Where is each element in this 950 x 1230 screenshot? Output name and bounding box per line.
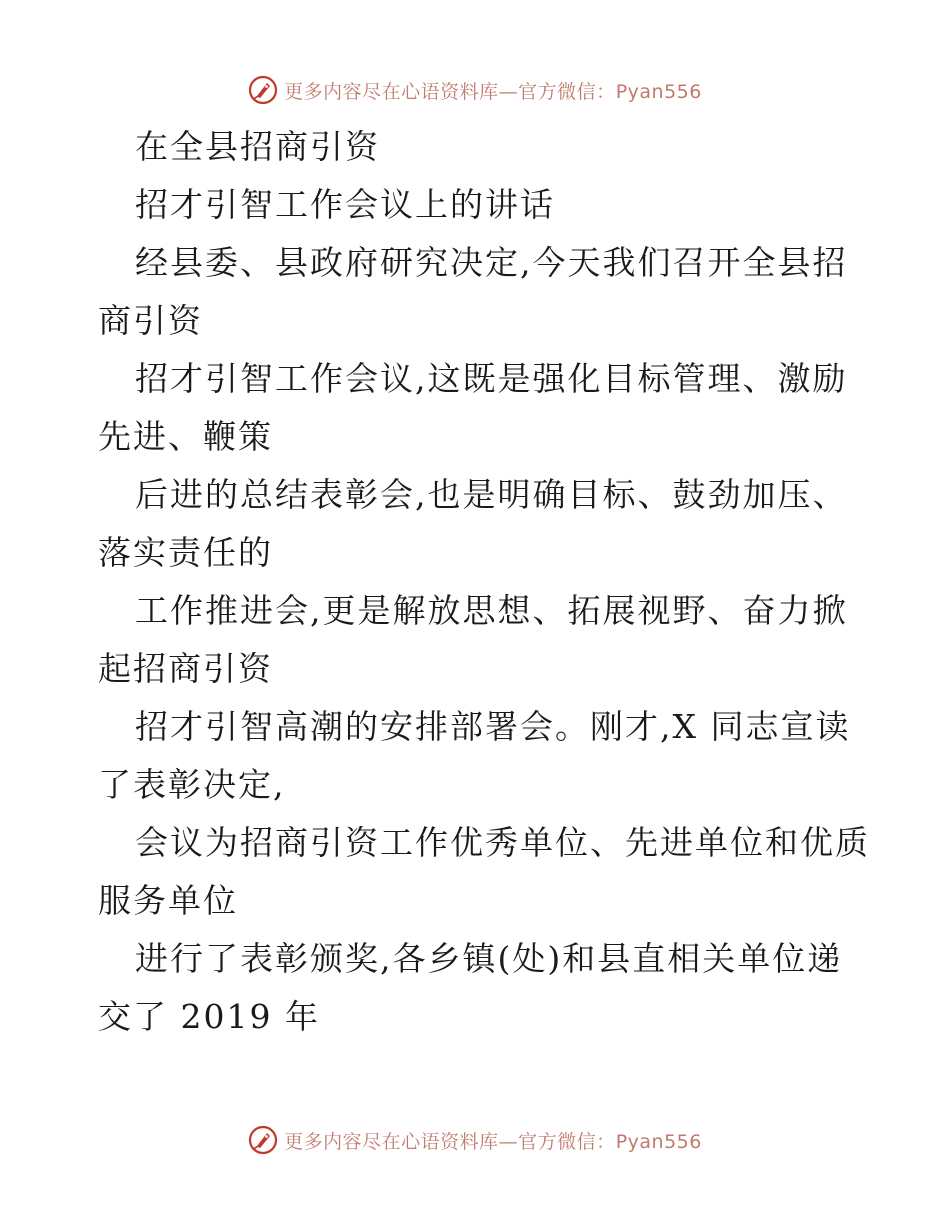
text-line: 招才引智工作会议上的讲话 [135,185,555,224]
text-line: 交了 2019 年 [98,997,320,1036]
text-line: 招才引智高潮的安排部署会。刚才,X 同志宣读 [135,707,851,746]
text-line: 在全县招商引资 [135,127,380,166]
speech-body [98,118,870,1046]
text-line: 服务单位 [98,881,238,920]
text-line: 商引资 [98,301,203,340]
text-line: 落实责任的 [98,533,273,572]
text-line: 先进、鞭策 [98,417,273,456]
watermark-text: 更多内容尽在心语资料库—官方微信：Pyan556 [284,80,702,103]
text-line: 经县委、县政府研究决定,今天我们召开全县招 [135,243,848,282]
text-line: 了表彰决定, [98,765,286,804]
text-line: 起招商引资 [98,649,273,688]
watermark-text: 更多内容尽在心语资料库—官方微信：Pyan556 [284,1130,702,1153]
header-watermark-banner [0,73,950,107]
pen-nib-icon [248,1125,278,1155]
text-line: 进行了表彰颁奖,各乡镇(处)和县直相关单位递 [135,939,843,978]
text-line: 工作推进会,更是解放思想、拓展视野、奋力掀 [135,591,848,630]
footer-watermark-banner [0,1123,950,1157]
text-line: 招才引智工作会议,这既是强化目标管理、激励 [135,359,848,398]
pen-nib-icon [248,75,278,105]
text-line: 会议为招商引资工作优秀单位、先进单位和优质 [135,823,870,862]
text-line: 后进的总结表彰会,也是明确目标、鼓劲加压、 [135,475,848,514]
